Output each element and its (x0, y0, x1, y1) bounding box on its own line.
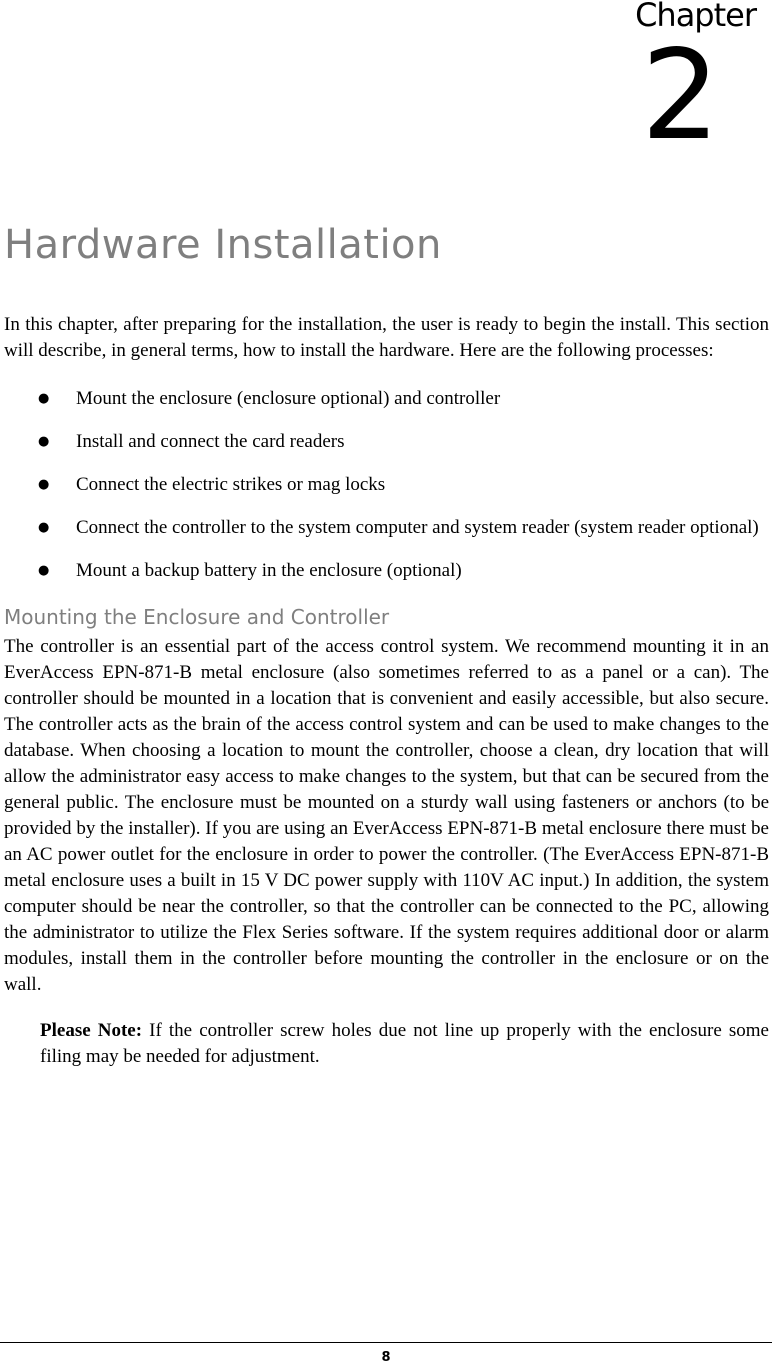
footer-divider (0, 1342, 772, 1343)
page-content (4, 312, 769, 1070)
bullet-icon: ● (38, 520, 50, 535)
chapter-number: 2 (641, 24, 720, 168)
section-heading: Mounting the Enclosure and Controller (4, 605, 390, 629)
page-number: 8 (381, 1350, 391, 1365)
bullet-icon: ● (38, 477, 50, 492)
bullet-icon: ● (38, 563, 50, 578)
chapter-label: Chapter (635, 0, 756, 34)
bullet-icon: ● (38, 391, 50, 406)
process-list (4, 386, 769, 584)
list-item-text: Mount a backup battery in the enclosure (optional) (76, 560, 462, 581)
note-label: Please Note: (40, 1020, 143, 1041)
list-item (4, 386, 769, 412)
note-text: If the controller screw holes due not line up properly with the enclosure some filing may be needed for adjustment. (40, 1020, 769, 1067)
bullet-icon: ● (38, 434, 50, 449)
list-item (4, 515, 769, 541)
list-item (4, 472, 769, 498)
list-item (4, 429, 769, 455)
list-item-text: Install and connect the card readers (76, 431, 345, 452)
section-body: The controller is an essential part of the access control system. We recommend mounting it in an EverAccess EPN-871-B metal enclosure (also sometimes referred to as a panel or a can). The controller should be mounted in a location that is convenient and easily accessible, but also secure. The controller acts as the brain of the access control system and can be used to make changes to the database. When choosing a location to mount the controller, choose a clean, dry location that will allow the administrator easy access to make changes to the system, but that can be secured from the general public. The enclosure must be mounted on a sturdy wall using fasteners or anchors (to be provided by the installer). If you are using an EverAccess EPN-871-B metal enclosure there must be an AC power outlet for the enclosure in order to power the controller. (The EverAccess EPN-871-B metal enclosure uses a built in 15 V DC power supply with 110V AC input.) In addition, the system computer should be near the controller, so that the controller can be connected to the PC, allowing the administrator to utilize the Flex Series software. If the system requires additional door or alarm modules, install them in the controller before mounting the controller in the enclosure or on the wall. (4, 636, 769, 995)
chapter-title: Hardware Installation (4, 222, 442, 268)
list-item-text: Connect the electric strikes or mag locks (76, 474, 386, 495)
list-item-text: Connect the controller to the system computer and system reader (system reader optional) (76, 517, 759, 538)
list-item-text: Mount the enclosure (enclosure optional) and controller (76, 388, 501, 409)
intro-paragraph: In this chapter, after preparing for the installation, the user is ready to begin the install. This section will describe, in general terms, how to install the hardware. Here are the following processes: (4, 314, 769, 361)
note-paragraph (40, 1018, 769, 1070)
list-item (4, 558, 769, 584)
